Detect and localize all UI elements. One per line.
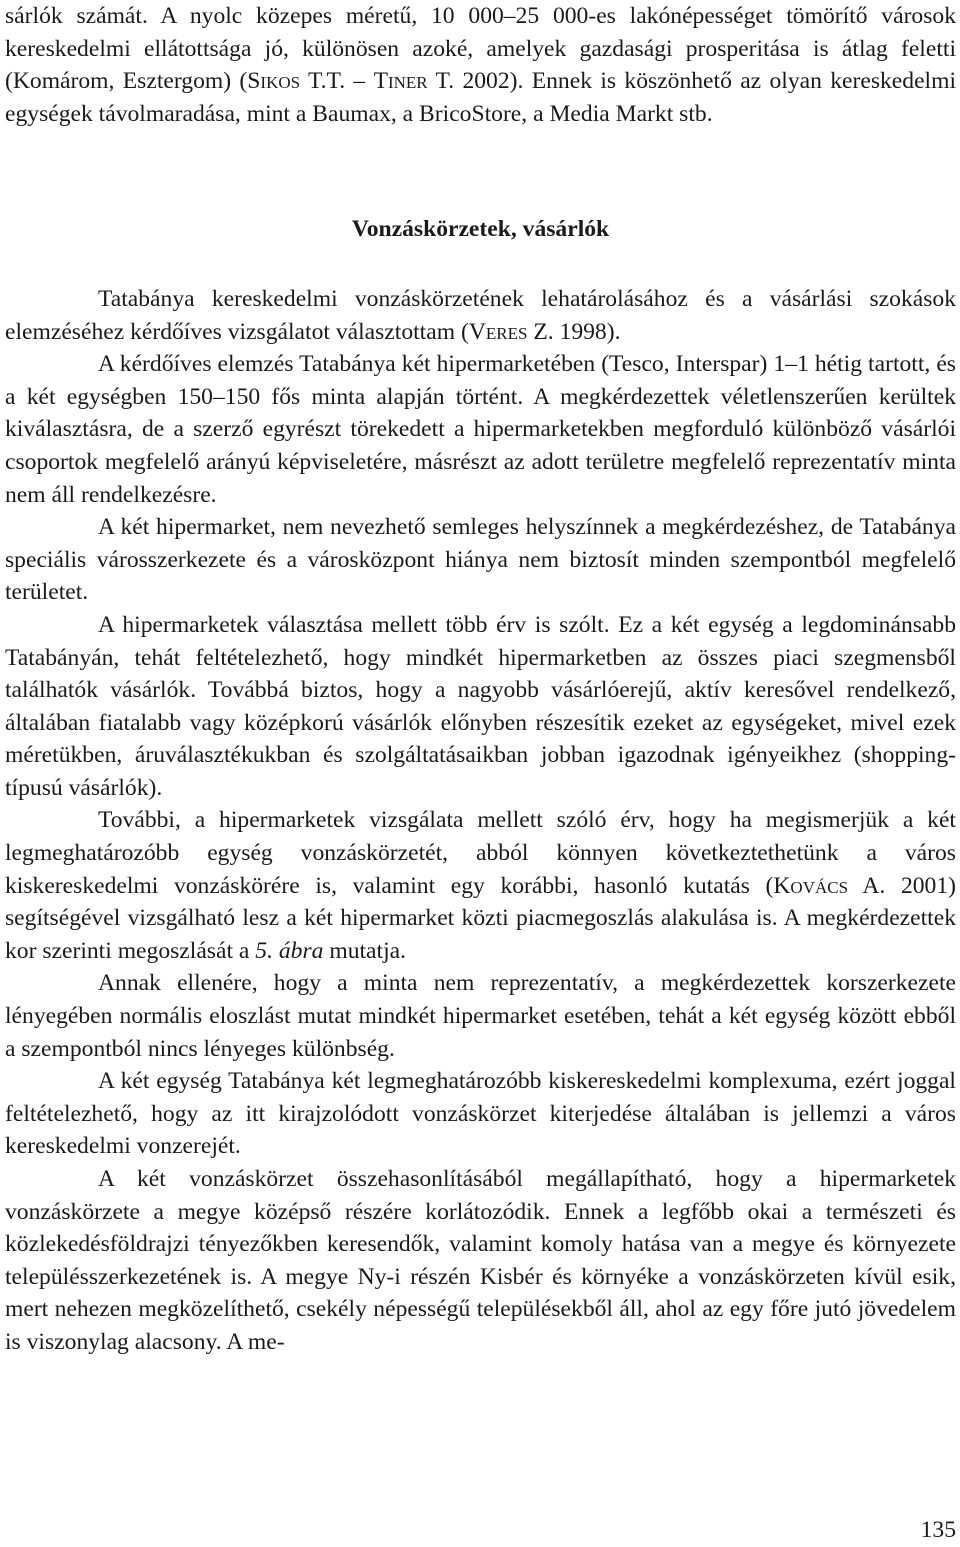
paragraph-1-text-2: Z. 1998). xyxy=(527,318,621,345)
paragraph-6: Annak ellenére, hogy a minta nem reprezentatív, a megkérdezettek korszerkezete lényegében normális eloszlást mutat mindkét hipermarket esetében, tehát a két egység között ebből a szempontból nincs lényeges különbség. xyxy=(5,970,956,1062)
page-number: 135 xyxy=(920,1517,956,1543)
intro-text-1: sárlók számát. A nyolc közepes méretű, 10 000–25 000-es lakónépességet tömörítő városok kereskedelmi ellátottsága jó, különösen azoké, amelyek gazdasági prosperitása is átlag feletti (Komárom, Esztergom) ( xyxy=(5,3,956,95)
paragraph-1 xyxy=(5,283,956,348)
author-tiner: Tiner xyxy=(373,68,428,95)
paragraph-5-text-2: A. 2001) segítségével vizsgálható lesz a két hipermarket közti piacmegoszlás alakulása is. A megkérdezettek kor szerinti megoszlását a xyxy=(5,872,956,964)
author-sikos: Sikos xyxy=(247,68,301,95)
intro-paragraph xyxy=(5,0,956,130)
paragraph-4: A hipermarketek választása mellett több érv is szólt. Ez a két egység a legdominánsabb Tatabányán, tehát feltételezhető, hogy mindkét hipermarketben az összes piaci szegmensből találhatók vásárlók. Továbbá biztos, hogy a nagyobb vásárlóerejű, aktív keresővel rendelkező, általában fiatalabb vagy középkorú vásárlók előnyben részesítik ezeket az egységeket, mivel ezek méretükben, áruválasztékukban és szolgáltatásaikban jobban igazodnak igényeikhez (shopping-típusú vásárlók). xyxy=(5,611,956,801)
paragraph-1-text-1: Tatabánya kereskedelmi vonzáskörzetének lehatárolásához és a vásárlási szokások elemzéséhez kérdőíves vizsgálatot választottam ( xyxy=(5,285,956,345)
paragraph-5-text-3: mutatja. xyxy=(323,937,407,964)
document-page xyxy=(5,0,956,1359)
paragraph-2: A kérdőíves elemzés Tatabánya két hipermarketében (Tesco, Interspar) 1–1 hétig tartott, és a két egységben 150–150 fős minta alapján történt. A megkérdezettek véletlenszerűen kerültek kiválasztásra, de a szerző egyrészt törekedett a hipermarketekben megforduló különböző vásárlói csoportok megfelelő arányú képviseletére, másrészt az adott területre megfelelő reprezentatív minta nem áll rendelkezésre. xyxy=(5,351,956,508)
figure-reference: 5. ábra xyxy=(255,937,324,964)
author-kovacs: Kovács xyxy=(773,872,849,899)
paragraph-8: A két vonzáskörzet összehasonlításából megállapítható, hogy a hipermarketek vonzáskörzete a megye középső részére korlátozódik. Ennek a legfőbb okai a természeti és közlekedésföldrajzi tényezőkben keresendők, valamint komoly hatása van a megye és környezete településszerkezetének is. A megye Ny-i részén Kisbér és környéke a vonzáskörzeten kívül esik, mert nehezen megközelíthető, csekély népességű településekből áll, ahol az egy főre jutó jövedelem is viszonylag alacsony. A me- xyxy=(5,1166,956,1355)
paragraph-7: A két egység Tatabánya két legmeghatározóbb kiskereskedelmi komplexuma, ezért joggal feltételezhető, hogy az itt kirajzolódott vonzáskörzet kiterjedése általában is jellemzi a város kereskedelmi vonzerejét. xyxy=(5,1068,956,1160)
section-heading: Vonzáskörzetek, vásárlók xyxy=(351,216,610,243)
author-veres: Veres xyxy=(468,318,528,345)
intro-text-2: T.T. – xyxy=(300,68,374,95)
paragraph-5-text-1: További, a hipermarketek vizsgálata mellett szóló érv, hogy ha megismerjük a két legmeghatározóbb egység vonzáskörzetét, abból könnyen következtethetünk a város kiskereskedelmi vonzáskörére is, valamint egy korábbi, hasonló kutatás ( xyxy=(5,807,956,899)
paragraph-5 xyxy=(5,804,956,967)
intro-text-3: T. 2002). Ennek is köszönhető az olyan kereskedelmi egységek távolmaradása, mint a Baumax, a BricoStore, a Media Markt stb. xyxy=(5,68,957,127)
paragraph-3: A két hipermarket, nem nevezhető semleges helyszínnek a megkérdezéshez, de Tatabánya speciális városszerkezete és a városközpont hiánya nem biztosít minden szempontból megfelelő területet. xyxy=(5,514,956,606)
